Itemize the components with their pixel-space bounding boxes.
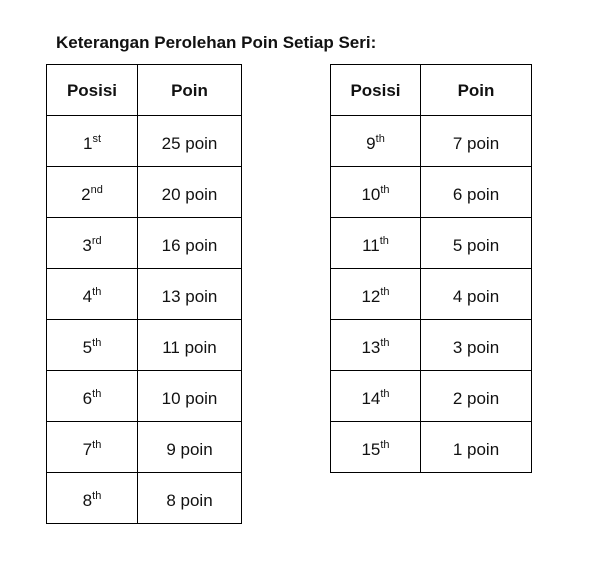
header-points-label: Poin	[457, 81, 495, 100]
position-number: 5	[82, 338, 93, 357]
position-cell	[331, 167, 421, 218]
points-value: 13 poin	[161, 287, 218, 306]
table-header-row	[47, 65, 242, 116]
points-cell	[138, 116, 242, 167]
ordinal-suffix: th	[380, 337, 390, 349]
position-cell	[331, 116, 421, 167]
ordinal-suffix: rd	[91, 235, 102, 247]
table-header-row	[331, 65, 532, 116]
page-title: Keterangan Perolehan Poin Setiap Seri:	[56, 33, 377, 52]
ordinal-suffix: th	[379, 235, 389, 247]
position-cell	[47, 218, 138, 269]
ordinal-suffix: th	[380, 439, 390, 451]
position-cell	[331, 422, 421, 473]
points-table-right	[330, 64, 532, 473]
points-value: 10 poin	[161, 389, 218, 408]
ordinal-suffix: th	[92, 337, 102, 349]
position-cell	[47, 116, 138, 167]
position-number: 15	[361, 440, 381, 459]
position-cell	[47, 167, 138, 218]
position-number: 9	[366, 134, 376, 153]
ordinal-suffix: st	[92, 133, 102, 145]
ordinal-suffix: nd	[90, 184, 103, 196]
points-cell	[138, 422, 242, 473]
table-row	[47, 218, 242, 269]
points-cell	[138, 218, 242, 269]
position-number: 2	[81, 185, 91, 204]
position-number: 3	[82, 236, 92, 255]
points-value: 16 poin	[161, 236, 218, 255]
table-row	[47, 320, 242, 371]
position-cell	[47, 320, 138, 371]
points-cell	[138, 473, 242, 524]
points-cell	[138, 371, 242, 422]
position-cell	[47, 473, 138, 524]
position-cell	[331, 371, 421, 422]
position-number: 11	[362, 236, 380, 255]
table-row	[47, 422, 242, 473]
points-value: 1 poin	[452, 440, 500, 459]
ordinal-suffix: th	[380, 286, 390, 298]
points-cell	[421, 167, 532, 218]
points-table-left	[46, 64, 242, 524]
points-cell	[421, 218, 532, 269]
table-row	[331, 269, 532, 320]
position-number: 6	[82, 389, 93, 408]
header-position-label: Posisi	[66, 81, 118, 100]
ordinal-suffix: th	[380, 184, 390, 196]
ordinal-suffix: th	[92, 286, 102, 298]
position-number: 8	[82, 491, 93, 510]
points-value: 11 poin	[162, 338, 217, 357]
header-points-label: Poin	[171, 81, 208, 100]
ordinal-suffix: th	[92, 388, 102, 400]
position-cell	[331, 269, 421, 320]
position-number: 14	[361, 389, 381, 408]
points-cell	[421, 116, 532, 167]
table-row	[47, 269, 242, 320]
table-row	[331, 116, 532, 167]
table-row	[331, 371, 532, 422]
position-cell	[331, 218, 421, 269]
position-number: 1	[82, 134, 93, 153]
points-cell	[138, 320, 242, 371]
table-row	[331, 320, 532, 371]
points-value: 25 poin	[161, 134, 218, 153]
points-cell	[138, 269, 242, 320]
points-cell	[138, 167, 242, 218]
points-value: 4 poin	[452, 287, 500, 306]
table-row	[331, 218, 532, 269]
table-row	[47, 473, 242, 524]
header-position	[47, 65, 138, 116]
position-number: 13	[361, 338, 381, 357]
points-cell	[421, 371, 532, 422]
points-value: 7 poin	[452, 134, 500, 153]
position-cell	[47, 422, 138, 473]
points-value: 6 poin	[452, 185, 500, 204]
position-number: 12	[361, 287, 381, 306]
points-cell	[421, 320, 532, 371]
points-value: 20 poin	[161, 185, 218, 204]
header-points	[421, 65, 532, 116]
table-row	[47, 371, 242, 422]
position-number: 7	[82, 440, 93, 459]
ordinal-suffix: th	[92, 439, 102, 451]
points-value: 9 poin	[166, 440, 213, 459]
header-position-label: Posisi	[350, 81, 401, 100]
points-value: 5 poin	[452, 236, 500, 255]
position-cell	[47, 269, 138, 320]
position-cell	[331, 320, 421, 371]
position-number: 4	[82, 287, 93, 306]
header-position	[331, 65, 421, 116]
table-row	[47, 116, 242, 167]
table-row	[47, 167, 242, 218]
points-value: 2 poin	[452, 389, 500, 408]
position-cell	[47, 371, 138, 422]
table-row	[331, 167, 532, 218]
points-value: 8 poin	[166, 491, 213, 510]
points-cell	[421, 269, 532, 320]
table-row	[331, 422, 532, 473]
ordinal-suffix: th	[375, 133, 385, 145]
ordinal-suffix: th	[92, 490, 102, 502]
ordinal-suffix: th	[380, 388, 390, 400]
points-value: 3 poin	[452, 338, 500, 357]
points-cell	[421, 422, 532, 473]
header-points	[138, 65, 242, 116]
position-number: 10	[361, 185, 381, 204]
